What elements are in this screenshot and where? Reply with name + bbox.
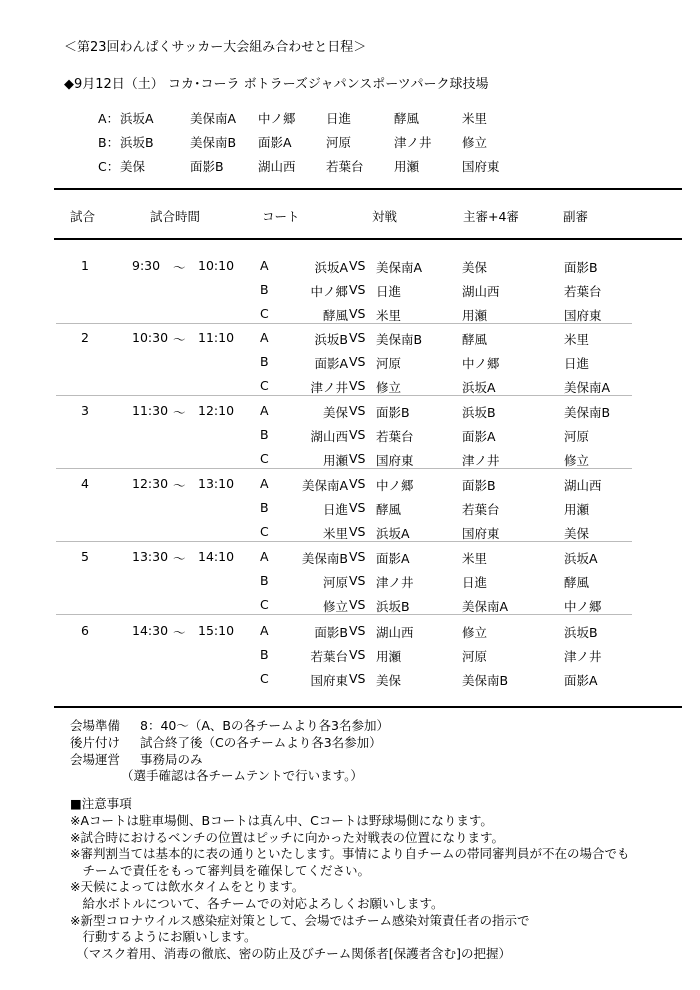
match-divider (56, 395, 632, 396)
start-time: 10:30 (132, 330, 169, 345)
vs-label: VS (349, 623, 366, 638)
home-team: 酵風 (322, 308, 348, 323)
court-letter: A (260, 476, 269, 491)
operations-text: 8：40～（A、Bの各チームより各3名参加） (140, 718, 389, 733)
group-team: 用瀬 (394, 159, 420, 174)
group-team: 河原 (326, 135, 352, 150)
assistant-referee: 中ノ郷 (564, 599, 602, 614)
group-team: 修立 (462, 135, 488, 150)
group-team: 中ノ郷 (258, 111, 296, 126)
away-team: 美保 (376, 673, 402, 688)
assistant-referee: 米里 (564, 332, 590, 347)
court-letter: B (260, 647, 269, 662)
court-letter: C (260, 306, 269, 321)
home-team: 若葉台 (310, 649, 348, 664)
court-letter: A (260, 258, 269, 273)
assistant-referee: 国府東 (564, 308, 602, 323)
court-letter: C (260, 378, 269, 393)
home-team: 修立 (322, 599, 348, 614)
note-line: ※Aコートは駐車場側、Bコートは真ん中、Cコートは野球場側になります。 (70, 813, 493, 828)
vs-label: VS (349, 524, 366, 539)
header-bottom-rule (54, 238, 682, 240)
vs-label: VS (349, 282, 366, 297)
away-team: 日進 (376, 284, 402, 299)
vs-label: VS (349, 549, 366, 564)
home-team: 美保 (322, 405, 348, 420)
end-time: 13:10 (198, 476, 235, 491)
match-divider (56, 541, 632, 542)
match-number: 3 (81, 403, 89, 418)
header-time: 試合時間 (150, 209, 201, 224)
group-team: 酵風 (394, 111, 420, 126)
group-team: 浜坂B (120, 135, 154, 150)
away-team: 米里 (376, 308, 402, 323)
assistant-referee: 面影B (564, 260, 598, 275)
home-team: 米里 (322, 526, 348, 541)
assistant-referee: 湖山西 (564, 478, 602, 493)
vs-label: VS (349, 354, 366, 369)
referee: 酵風 (462, 332, 488, 347)
court-letter: A (260, 623, 269, 638)
referee: 河原 (462, 649, 488, 664)
group-team: 津ノ井 (394, 135, 432, 150)
end-time: 12:10 (198, 403, 235, 418)
match-divider (56, 323, 632, 324)
court-letter: B (260, 282, 269, 297)
group-team: 若葉台 (326, 159, 364, 174)
table-bottom-rule (54, 706, 682, 708)
group-team: 国府東 (462, 159, 500, 174)
assistant-referee: 浜坂A (564, 551, 598, 566)
away-team: 美保南B (376, 332, 423, 347)
referee: 浜坂B (462, 405, 496, 420)
assistant-referee: 用瀬 (564, 502, 590, 517)
referee: 湖山西 (462, 284, 500, 299)
start-time: 11:30 (132, 403, 169, 418)
home-team: 中ノ郷 (310, 284, 348, 299)
home-team: 浜坂A (314, 260, 348, 275)
away-team: 美保南A (376, 260, 423, 275)
match-number: 2 (81, 330, 89, 345)
vs-label: VS (349, 451, 366, 466)
vs-label: VS (349, 647, 366, 662)
header-match: 試合 (70, 209, 96, 224)
match-number: 6 (81, 623, 89, 638)
away-team: 若葉台 (376, 429, 414, 444)
away-team: 浜坂B (376, 599, 410, 614)
group-team: 面影A (258, 135, 292, 150)
assistant-referee: 河原 (564, 429, 590, 444)
assistant-referee: 日進 (564, 356, 590, 371)
notes-title: ■注意事項 (70, 796, 132, 811)
assistant-referee: 浜坂B (564, 625, 598, 640)
referee: 美保 (462, 260, 488, 275)
operations-label: 会場運営 (70, 752, 121, 767)
start-time: 13:30 (132, 549, 169, 564)
vs-label: VS (349, 403, 366, 418)
group-team: 面影B (190, 159, 224, 174)
header-referee: 主審+4審 (463, 209, 519, 224)
vs-label: VS (349, 427, 366, 442)
referee: 米里 (462, 551, 488, 566)
court-letter: B (260, 500, 269, 515)
vs-label: VS (349, 573, 366, 588)
assistant-referee: 美保南B (564, 405, 611, 420)
court-letter: C (260, 524, 269, 539)
match-number: 4 (81, 476, 89, 491)
vs-label: VS (349, 330, 366, 345)
court-letter: A (260, 403, 269, 418)
header-matchup: 対戦 (372, 209, 398, 224)
group-team: 美保南A (190, 111, 237, 126)
court-letter: B (260, 573, 269, 588)
home-team: 国府東 (310, 673, 348, 688)
note-line: ※審判割当ては基本的に表の通りといたします。事情により自チームの帯同審判員が不在の場合でも (70, 846, 630, 862)
away-team: 用瀬 (376, 649, 402, 664)
group-label: A： (98, 111, 120, 126)
operations-text: 試合終了後（Cの各チームより各3名参加） (140, 735, 382, 750)
vs-label: VS (349, 258, 366, 273)
referee: 国府東 (462, 526, 500, 541)
referee: 美保南B (462, 673, 509, 688)
home-team: 面影B (314, 625, 348, 640)
vs-label: VS (349, 500, 366, 515)
match-number: 1 (81, 258, 89, 273)
operations-label: 後片付け (70, 735, 121, 750)
group-team: 美保南B (190, 135, 237, 150)
away-team: 河原 (376, 356, 402, 371)
group-label: B： (98, 135, 120, 150)
referee: 面影A (462, 429, 496, 444)
time-tilde: ～ (173, 260, 186, 275)
venue-line: ◆9月12日（土） コカ･コーラ ボトラーズジャパンスポーツパーク球技場 (64, 77, 489, 92)
away-team: 国府東 (376, 453, 414, 468)
match-divider (56, 468, 632, 469)
referee: 美保南A (462, 599, 509, 614)
court-letter: C (260, 451, 269, 466)
note-line: チームで責任をもって審判員を確保してください。 (70, 862, 371, 878)
assistant-referee: 酵風 (564, 575, 590, 590)
vs-label: VS (349, 597, 366, 612)
referee: 津ノ井 (462, 453, 500, 468)
court-letter: A (260, 330, 269, 345)
time-tilde: ～ (173, 625, 186, 640)
note-line: ※新型コロナウイルス感染症対策として、会場ではチーム感染対策責任者の指示で (70, 912, 530, 928)
vs-label: VS (349, 306, 366, 321)
assistant-referee: 美保南A (564, 380, 611, 395)
header-assistant: 副審 (563, 209, 589, 224)
vs-label: VS (349, 476, 366, 491)
assistant-referee: 若葉台 (564, 284, 602, 299)
home-team: 日進 (322, 502, 348, 517)
assistant-referee: 面影A (564, 673, 598, 688)
match-number: 5 (81, 549, 89, 564)
referee: 面影B (462, 478, 496, 493)
court-letter: B (260, 427, 269, 442)
group-team: 美保 (120, 159, 146, 174)
match-divider (56, 614, 632, 615)
home-team: 河原 (322, 575, 348, 590)
end-time: 10:10 (198, 258, 235, 273)
referee: 浜坂A (462, 380, 496, 395)
assistant-referee: 修立 (564, 453, 590, 468)
time-tilde: ～ (173, 405, 186, 420)
away-team: 修立 (376, 380, 402, 395)
home-team: 美保南A (301, 478, 348, 493)
start-time: 9:30 (132, 258, 161, 273)
end-time: 15:10 (198, 623, 235, 638)
away-team: 面影B (376, 405, 410, 420)
court-letter: C (260, 671, 269, 686)
away-team: 酵風 (376, 502, 402, 517)
note-line: 給水ボトルについて、各チームでの対応よろしくお願いします。 (70, 896, 444, 911)
group-team: 湖山西 (258, 159, 296, 174)
court-letter: A (260, 549, 269, 564)
home-team: 湖山西 (310, 429, 348, 444)
group-team: 浜坂A (120, 111, 154, 126)
page-title: ＜第23回わんぱくサッカー大会組み合わせと日程＞ (64, 40, 367, 55)
note-line: （マスク着用、消毒の徹底、密の防止及びチーム関係者[保護者含む]の把握） (70, 945, 512, 961)
group-team: 日進 (326, 111, 352, 126)
operations-label: 会場準備 (70, 718, 121, 733)
referee: 修立 (462, 625, 488, 640)
home-team: 美保南B (301, 551, 348, 566)
start-time: 12:30 (132, 476, 169, 491)
time-tilde: ～ (173, 551, 186, 566)
referee: 日進 (462, 575, 488, 590)
note-line: ※試合時におけるベンチの位置はピッチに向かった対戦表の位置になります。 (70, 829, 504, 845)
vs-label: VS (349, 671, 366, 686)
table-top-rule (54, 188, 682, 190)
operations-text: 事務局のみ (140, 752, 203, 767)
group-label: C： (98, 159, 120, 174)
away-team: 浜坂A (376, 526, 410, 541)
away-team: 中ノ郷 (376, 478, 414, 493)
group-team: 米里 (462, 111, 488, 126)
home-team: 浜坂B (314, 332, 348, 347)
referee: 中ノ郷 (462, 356, 500, 371)
note-line: 行動するようにお願いします。 (70, 929, 257, 945)
referee: 若葉台 (462, 502, 500, 517)
court-letter: C (260, 597, 269, 612)
away-team: 湖山西 (376, 625, 414, 640)
time-tilde: ～ (173, 478, 186, 493)
court-letter: B (260, 354, 269, 369)
home-team: 用瀬 (322, 453, 348, 468)
vs-label: VS (349, 378, 366, 393)
away-team: 津ノ井 (376, 575, 414, 590)
end-time: 14:10 (198, 549, 235, 564)
referee: 用瀬 (462, 308, 488, 323)
time-tilde: ～ (173, 332, 186, 347)
operations-note: （選手確認は各チームテントで行います。） (121, 768, 363, 783)
assistant-referee: 津ノ井 (564, 649, 602, 664)
end-time: 11:10 (198, 330, 235, 345)
home-team: 津ノ井 (310, 380, 348, 395)
header-court: コート (262, 209, 300, 224)
note-line: ※天候によっては飲水タイムをとります。 (70, 879, 305, 895)
assistant-referee: 美保 (564, 526, 590, 541)
start-time: 14:30 (132, 623, 169, 638)
away-team: 面影A (376, 551, 410, 566)
home-team: 面影A (314, 356, 348, 371)
